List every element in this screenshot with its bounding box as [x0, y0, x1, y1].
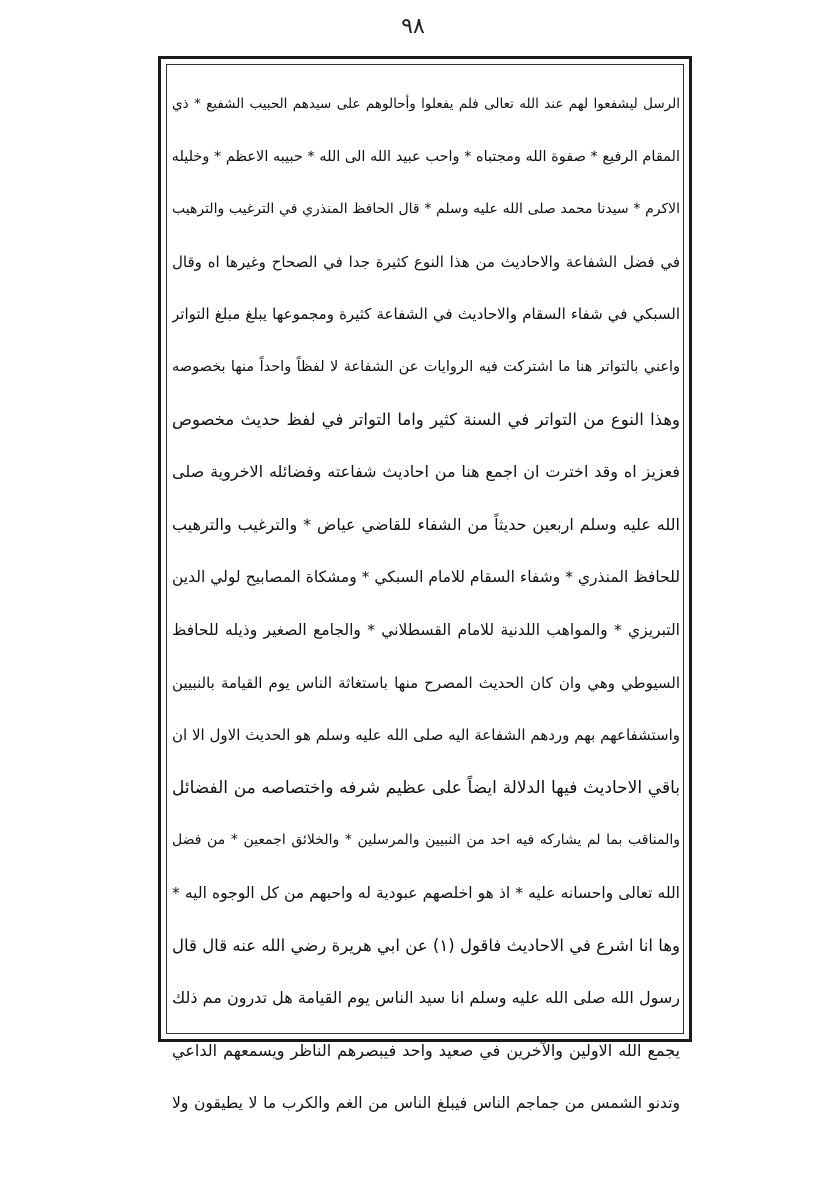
text-line: رسول الله صلى الله عليه وسلم انا سيد الناس يوم القيامة هل تدرون مم ذلك: [172, 988, 680, 1008]
text-line: باقي الاحاديث فيها الدلالة ايضاً على عظيم شرفه واختصاصه من الفضائل: [172, 777, 680, 798]
text-line: والمناقب بما لم يشاركه فيه احد من النبيين والمرسلين * والخلائق اجمعين * من فضل: [172, 832, 680, 849]
text-line: الله تعالى واحسانه عليه * اذ هو اخلصهم عبودية له واحبهم من كل الوجوه اليه *: [172, 883, 680, 902]
text-line: فعزيز اه وقد اخترت ان اجمع هنا من احاديث شفاعته وفضائله الاخروية صلى: [172, 462, 680, 482]
text-line: للحافظ المنذري * وشفاء السقام للامام السبكي * ومشكاة المصابيح لولي الدين: [172, 568, 680, 587]
body-text: [172, 78, 680, 1130]
text-line: التبريزي * والمواهب اللدنية للامام القسطلاني * والجامع الصغير وذيله للحافظ: [172, 620, 680, 639]
text-line: وها انا اشرع في الاحاديث فاقول (١) عن ابي هريرة رضي الله عنه قال قال: [172, 935, 680, 955]
text-line: الاكرم * سيدنا محمد صلى الله عليه وسلم * قال الحافظ المنذري في الترغيب والترهيب: [172, 201, 680, 218]
text-line: واعني بالتواتر هنا ما اشتركت فيه الروايات عن الشفاعة لا لفظاً واحداً منها بخصوصه: [172, 358, 680, 375]
text-line: السيوطي وهي وان كان الحديث المصرح منها باستغاثة الناس يوم القيامة بالنبيين: [172, 673, 680, 692]
text-line: الله عليه وسلم اربعين حديثاً من الشفاء للقاضي عياض * والترغيب والترهيب: [172, 514, 680, 534]
text-line: يجمع الله الاولين والآخرين في صعيد واحد فيبصرهم الناظر ويسمعهم الداعي: [172, 1040, 680, 1060]
text-line: وهذا النوع من التواتر في السنة كثير واما التواتر في لفظ حديث مخصوص: [172, 409, 680, 429]
text-line: واستشفاعهم بهم وردهم الشفاعة اليه صلى الله عليه وسلم هو الحديث الاول الا ان: [172, 726, 680, 745]
text-line: الرسل ليشفعوا لهم عند الله تعالى فلم يفعلوا وأحالوهم على سيدهم الحبيب الشفيع * ذي: [172, 96, 680, 112]
text-line: المقام الرفيع * صفوة الله ومجتباه * واحب عبيد الله الى الله * حبيبه الاعظم * وخليله: [172, 148, 680, 165]
text-line: السبكي في شفاء السقام والاحاديث في الشفاعة كثيرة ومجموعها يبلغ مبلغ التواتر: [172, 305, 680, 324]
page-number: ٩٨: [401, 14, 425, 39]
text-line: في فضل الشفاعة والاحاديث من هذا النوع كثيرة جدا في الصحاح وغيرها اه وقال: [172, 252, 680, 271]
text-line: وتدنو الشمس من جماجم الناس فيبلغ الناس من الغم والكرب ما لا يطيقون ولا: [172, 1094, 680, 1113]
